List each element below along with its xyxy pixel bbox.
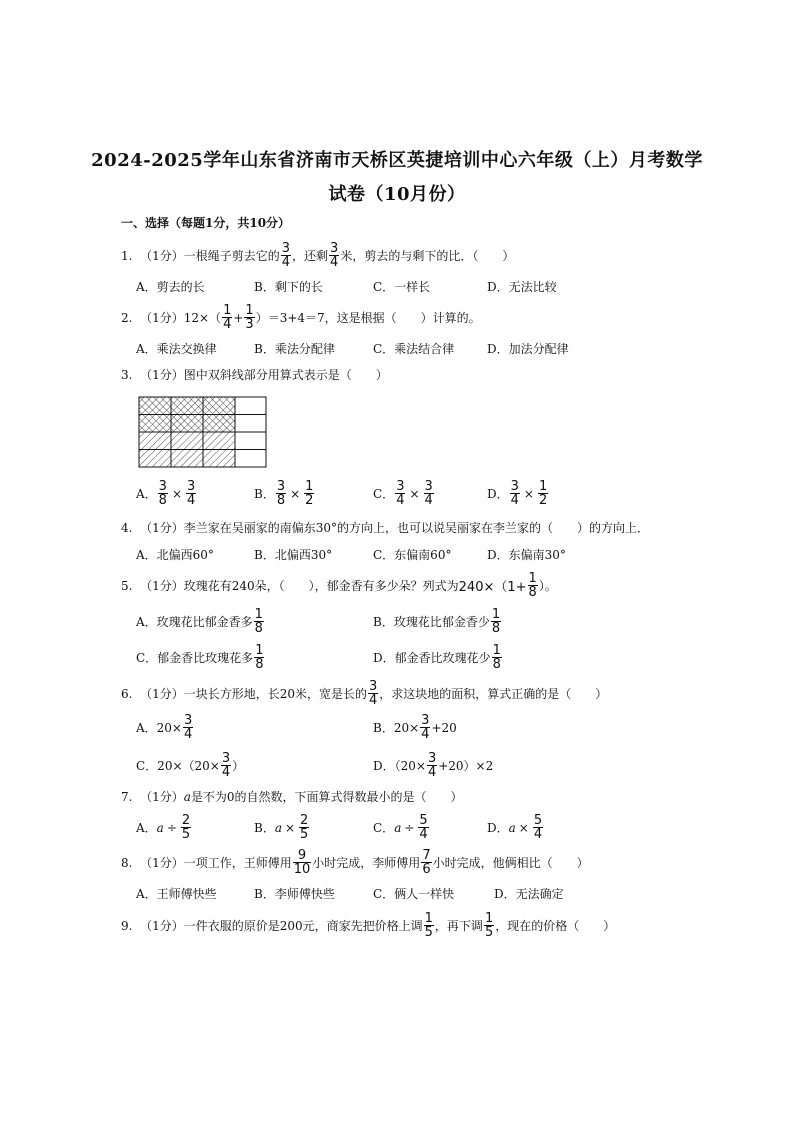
question-9: 9. （1分） 一件衣服的原价是200元，商家先把价格上调 $\frac{1}{5}$ ，再下调 $\frac{1}{5}$ ，现在的价格（ ） — [121, 911, 616, 940]
option-d[interactable]: D．加法分配律 — [487, 342, 569, 356]
option-b[interactable]: B．玫瑰花比郁金香少 $\frac{1}{8}$ — [373, 607, 501, 636]
question-2: 2. （1分） 12×（ $\frac{1}{4}$ + $\frac{1}{3}$ ）＝3+4＝7，这是根据（ ）计算的。 — [121, 303, 481, 332]
fraction: $\frac{3}{4}$ — [281, 241, 291, 270]
option-c[interactable]: C．20×（20× $\frac{3}{4}$ ） — [136, 751, 245, 780]
exam-title-line2: 试卷（10月份） — [328, 184, 466, 205]
question-score: （1分） — [140, 790, 184, 804]
option-b[interactable]: B． a × $\frac{2}{5}$ — [254, 813, 309, 842]
option-a[interactable]: A． a ÷ $\frac{2}{5}$ — [136, 813, 191, 842]
option-a[interactable]: A．剪去的长 — [136, 280, 205, 294]
question-number: 6. — [121, 686, 133, 701]
option-a[interactable]: A． $\frac{3}{8}$ × $\frac{3}{4}$ — [136, 479, 196, 508]
option-b[interactable]: B．20× $\frac{3}{4}$ +20 — [373, 713, 457, 742]
option-a[interactable]: A．王师傅快些 — [136, 887, 217, 901]
option-c[interactable]: C． a ÷ $\frac{5}{4}$ — [373, 813, 428, 842]
question-number: 1. — [121, 248, 133, 263]
question-number: 4. — [121, 520, 133, 535]
option-d[interactable]: D． $\frac{3}{4}$ × $\frac{1}{2}$ — [487, 479, 548, 508]
fraction: $\frac{3}{4}$ — [369, 679, 378, 708]
question-score: （1分） — [140, 579, 184, 593]
option-c[interactable]: C．乘法结合律 — [373, 342, 455, 356]
option-a[interactable]: A．20× $\frac{3}{4}$ — [136, 713, 193, 742]
question-6: 6. （1分） 一块长方形地，长20米，宽是长的 $\frac{3}{4}$ ，求这块地的面积，算式正确的是（ ） — [121, 679, 608, 708]
option-c[interactable]: C．东偏南60° — [373, 548, 452, 562]
option-d[interactable]: D．（20× $\frac{3}{4}$ +20）×2 — [373, 751, 494, 780]
question-1: 1. （1分） 一根绳子剪去它的 $\frac{3}{4}$ ，还剩 $\frac{3}{4}$ 米，剪去的与剩下的比．（ ） — [121, 241, 515, 270]
question-8: 8. （1分） 一项工作，王师傅用 $\frac{9}{10}$ 小时完成，李师傅用 $\frac{7}{6}$ 小时完成，他俩相比（ ） — [121, 848, 589, 877]
fraction: $\frac{1}{4}$ — [223, 303, 232, 332]
question-number: 5. — [121, 578, 133, 593]
option-d[interactable]: D．东偏南30° — [487, 548, 566, 562]
option-a[interactable]: A．乘法交换律 — [136, 342, 217, 356]
fraction: $\frac{7}{6}$ — [422, 848, 431, 877]
option-d[interactable]: D．郁金香比玫瑰花少 $\frac{1}{8}$ — [373, 643, 501, 672]
option-c[interactable]: C． $\frac{3}{4}$ × $\frac{3}{4}$ — [373, 479, 433, 508]
option-d[interactable]: D．无法比较 — [487, 280, 557, 294]
option-c[interactable]: C．郁金香比玫瑰花多 $\frac{1}{8}$ — [136, 643, 264, 672]
fraction: $\frac{1}{3}$ — [245, 303, 254, 332]
question-number: 9. — [121, 918, 133, 933]
question-score: （1分） — [140, 368, 184, 382]
section-heading: 一、选择（每题1分，共10分） — [121, 216, 291, 230]
option-b[interactable]: B．北偏西30° — [254, 548, 333, 562]
option-b[interactable]: B．李师傅快些 — [254, 887, 335, 901]
option-d[interactable]: D．无法确定 — [494, 887, 564, 901]
hatched-grid-figure — [138, 396, 268, 468]
fraction: $\frac{3}{4}$ — [330, 241, 339, 270]
question-text: 一根绳子剪去它的 — [183, 249, 280, 263]
exam-title-line1: 2024-2025学年山东省济南市天桥区英捷培训中心六年级（上）月考数学 — [91, 150, 703, 171]
option-a[interactable]: A．玫瑰花比郁金香多 $\frac{1}{8}$ — [136, 607, 263, 636]
question-number: 2. — [121, 310, 133, 325]
question-score: （1分） — [140, 856, 184, 870]
fraction: $\frac{1}{8}$ — [528, 571, 537, 600]
question-number: 7. — [121, 789, 133, 804]
question-number: 3. — [121, 367, 133, 382]
question-score: （1分） — [140, 687, 184, 701]
option-b[interactable]: B．剩下的长 — [254, 280, 323, 294]
question-score: （1分） — [140, 919, 184, 933]
question-4: 4. （1分） 李兰家在吴丽家的南偏东30°的方向上，也可以说吴丽家在李兰家的（ ）的方向上． — [121, 520, 650, 535]
option-c[interactable]: C．一样长 — [373, 280, 431, 294]
option-b[interactable]: B．乘法分配律 — [254, 342, 335, 356]
fraction: $\frac{1}{5}$ — [484, 911, 494, 940]
question-5: 5. （1分） 玫瑰花有240朵，（ ），郁金香有多少朵？列式为 240×（1+ $\frac{1}{8}$ ）。 — [121, 571, 557, 600]
fraction: $\frac{9}{10}$ — [293, 848, 311, 877]
option-a[interactable]: A．北偏西60° — [136, 548, 214, 562]
question-3: 3. （1分） 图中双斜线部分用算式表示是（ ） — [121, 367, 388, 382]
question-7: 7. （1分） a 是不为0的自然数，下面算式得数最小的是（ ） — [121, 789, 463, 804]
option-b[interactable]: B． $\frac{3}{8}$ × $\frac{1}{2}$ — [254, 479, 314, 508]
question-score: （1分） — [140, 249, 184, 263]
question-number: 8. — [121, 855, 133, 870]
option-c[interactable]: C．俩人一样快 — [373, 887, 455, 901]
option-d[interactable]: D． a × $\frac{5}{4}$ — [487, 813, 543, 842]
question-score: （1分） — [140, 521, 184, 535]
question-score: （1分） — [140, 311, 184, 325]
fraction: $\frac{1}{5}$ — [424, 911, 433, 940]
